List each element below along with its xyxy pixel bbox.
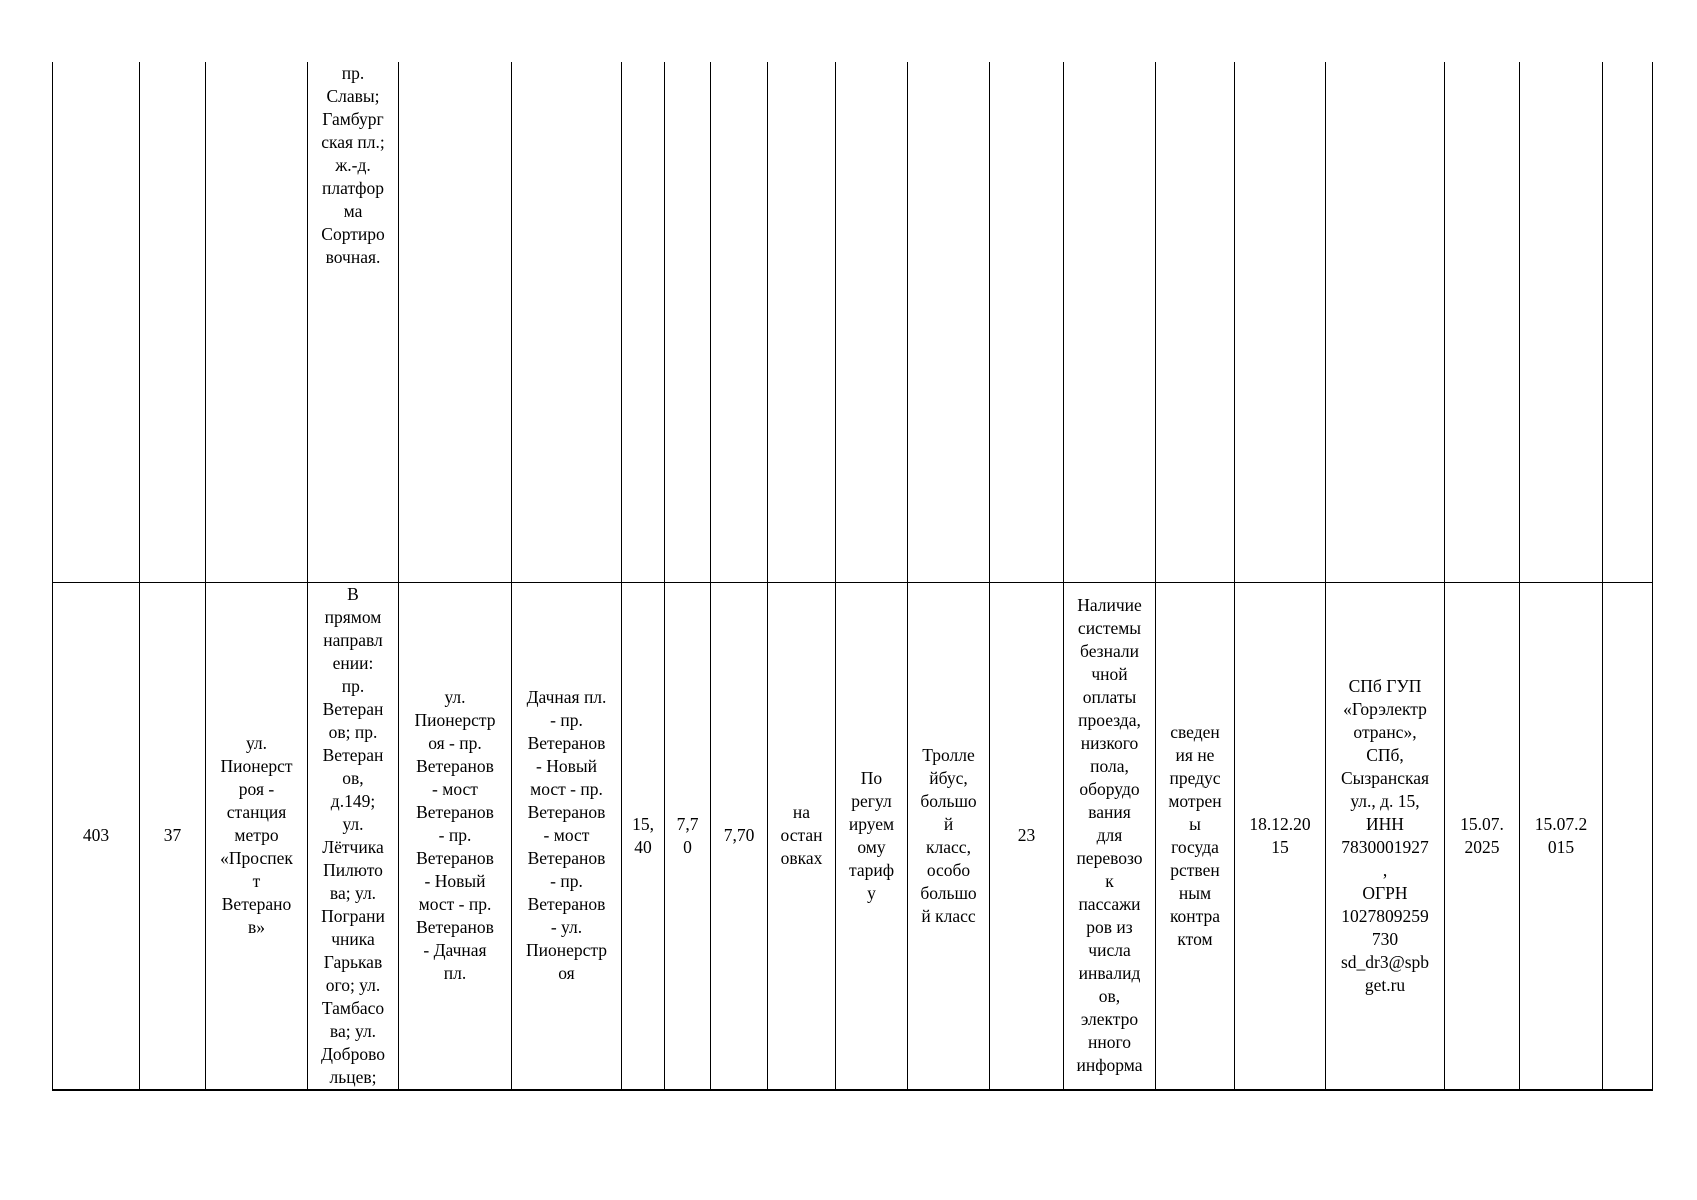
cell-route-name (206, 62, 308, 582)
cell-length-backward (711, 62, 768, 582)
cell-stops: пр. Славы; Гамбург ская пл.; ж.-д. платфор ма Сортиро вочная. (308, 62, 399, 582)
cell-carrier (1326, 62, 1445, 582)
cell-length-forward (665, 62, 711, 582)
cell-path-backward (512, 62, 622, 582)
cell-features (1064, 62, 1156, 582)
cell-start-date (1235, 62, 1326, 582)
cell-length: 15, 40 (622, 582, 665, 1090)
cell-extra (1603, 62, 1653, 582)
cell-reg-number: 403 (53, 582, 140, 1090)
cell-length (622, 62, 665, 582)
cell-contract: сведен ия не предус мотрен ы госуда рствен ным контра ктом (1156, 582, 1235, 1090)
cell-route-number (140, 62, 206, 582)
cell-date-2: 15.07.2 015 (1520, 582, 1603, 1090)
cell-date-1: 15.07. 2025 (1445, 582, 1520, 1090)
cell-carrier: СПб ГУП «Горэлектр отранс», СПб, Сызранская ул., д. 15, ИНН 7830001927 , ОГРН 1027809259 730 sd_dr3@spb get.ru (1326, 582, 1445, 1090)
cell-length-forward: 7,7 0 (665, 582, 711, 1090)
cell-stops: В прямом направл ении: пр. Ветеран ов; пр. Ветеран ов, д.149; ул. Лётчика Пилюто ва; ул. Пограни чника Гарькав ого; ул. Тамбасо ва; ул. Доброво льцев; (308, 582, 399, 1090)
table-row (53, 582, 1653, 1090)
route-registry-table (52, 62, 1653, 1091)
cell-path-forward (399, 62, 512, 582)
cell-tariff (836, 62, 908, 582)
cell-features: Наличие системы безнали чной оплаты проезда, низкого пола, оборудо вания для перевозо к пассажи ров из числа инвалид ов, электро нного информа (1064, 582, 1156, 1090)
cell-path-forward: ул. Пионерстр оя - пр. Ветеранов - мост Ветеранов - пр. Ветеранов - Новый мост - пр. Ветеранов - Дачная пл. (399, 582, 512, 1090)
cell-start-date: 18.12.20 15 (1235, 582, 1326, 1090)
cell-vehicle: Тролле йбус, большо й класс, особо большо й класс (908, 582, 990, 1090)
cell-route-name: ул. Пионерст роя - станция метро «Проспек т Ветерано в» (206, 582, 308, 1090)
cell-date-1 (1445, 62, 1520, 582)
cell-count: 23 (990, 582, 1064, 1090)
cell-boarding: на остан овках (768, 582, 836, 1090)
cell-count (990, 62, 1064, 582)
cell-tariff: По регул ируем ому тариф у (836, 582, 908, 1090)
cell-extra (1603, 582, 1653, 1090)
cell-contract (1156, 62, 1235, 582)
cell-date-2 (1520, 62, 1603, 582)
cell-path-backward: Дачная пл. - пр. Ветеранов - Новый мост - пр. Ветеранов - мост Ветеранов - пр. Ветеранов - ул. Пионерстр оя (512, 582, 622, 1090)
cell-boarding (768, 62, 836, 582)
cell-route-number: 37 (140, 582, 206, 1090)
cell-vehicle (908, 62, 990, 582)
cell-length-backward: 7,70 (711, 582, 768, 1090)
cell-reg-number (53, 62, 140, 582)
table-row (53, 62, 1653, 582)
